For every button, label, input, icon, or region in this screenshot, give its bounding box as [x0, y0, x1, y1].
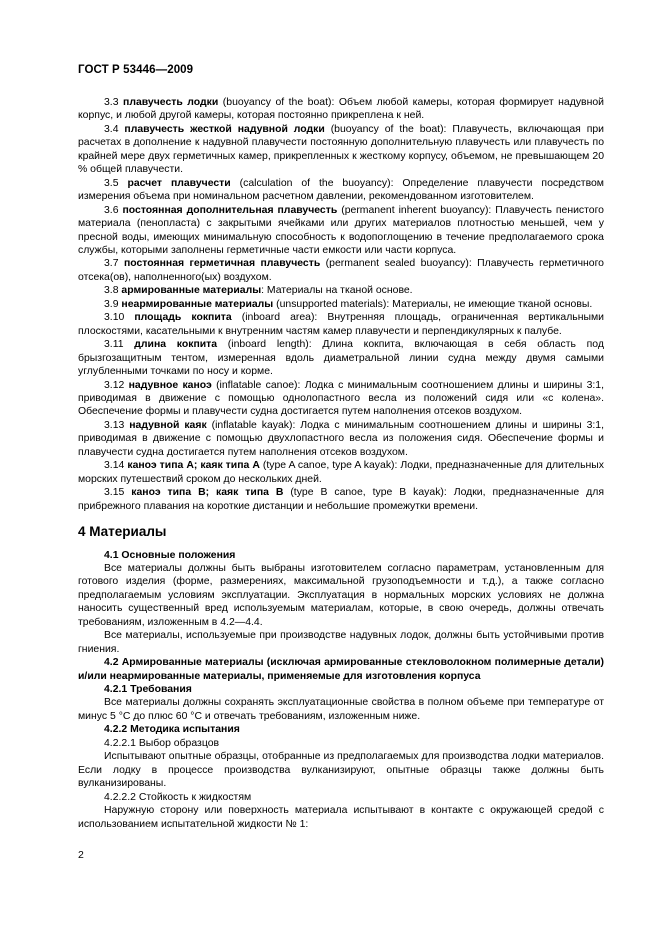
definition-number: 3.4	[104, 123, 119, 135]
definition-text: : Материалы на тканой основе.	[261, 285, 413, 297]
definition-item	[78, 338, 604, 378]
definition-item	[78, 96, 604, 123]
definition-number: 3.12	[104, 379, 125, 391]
definition-number: 3.11	[104, 339, 124, 351]
definition-term: постоянная герметичная плавучесть	[123, 258, 321, 270]
definition-text: (unsupported materials): Материалы, не имеющие тканой основы.	[273, 298, 593, 310]
definition-item	[78, 459, 604, 486]
definition-number: 3.3	[104, 97, 119, 108]
definition-text: (buoyancy of the boat): Объем любой камеры, которая формирует надувной корпус, и любой другой камеры, которая постоянно прикреплена к ней.	[78, 97, 604, 122]
definition-number: 3.8	[104, 285, 119, 297]
definition-text: (calculation of the buoyancy): Определение плавучести посредством измерения объема при номинальном расчетном давлении, рекомендованном изготовителем.	[78, 177, 604, 203]
definition-text: (inboard area): Внутренняя площадь, ограниченная вертикальными плоскостями, касательными к внутренним частям камер плавучести и перпендикулярных к палубе.	[78, 312, 604, 337]
subsection-4-2-2-2-heading: 4.2.2.2 Стойкость к жидкостям	[104, 791, 252, 803]
definition-item	[78, 284, 604, 297]
subsection-4-2-heading: 4.2 Армированные материалы (исключая армированные стекловолокном полимерные детали) и/или неармированные материалы, применяемые для изготовления корпуса	[78, 657, 604, 682]
page-number: 2	[78, 849, 84, 861]
definition-text: (inboard length): Длина кокпита, включающая в себя область под брызгозащитным тентом, измеренная вдоль диаметральной линии судна между двумя самыми углубленными точками по носу и корме.	[78, 339, 604, 378]
subsection-4-2-2-1-heading: 4.2.2.1 Выбор образцов	[104, 737, 220, 749]
definition-number: 3.14	[104, 460, 125, 472]
definition-term: постоянная дополнительная плавучесть	[122, 204, 338, 216]
definition-term: плавучесть жесткой надувной лодки	[124, 123, 325, 135]
definition-text: (permanent sealed buoyancy): Плавучесть герметичного отсека(ов), наполненного(ых) воздухом.	[78, 258, 604, 283]
definition-number: 3.15	[104, 487, 125, 499]
definition-number: 3.10	[104, 312, 125, 324]
subsection-4-2-1-heading: 4.2.1 Требования	[104, 684, 192, 696]
paragraph-4-1-b: Все материалы, используемые при производстве надувных лодок, должны быть устойчивыми против гниения.	[78, 630, 604, 655]
definition-term: каноэ типа В; каяк типа В	[131, 487, 284, 499]
definition-number: 3.13	[104, 419, 125, 431]
section-4-heading: 4 Материалы	[78, 524, 167, 540]
paragraph-4-2-2-1: Испытывают опытные образцы, отобранные из предполагаемых для производства лодки материалов. Если лодку в процессе производства вулканизируют, опытные образцы также должны быть вулканизированы.	[78, 751, 604, 790]
definition-number: 3.5	[104, 177, 119, 189]
definition-term: надувной каяк	[129, 419, 207, 431]
definition-item	[78, 311, 604, 338]
definition-text: (permanent inherent buoyancy): Плавучесть пенистого материала (пенопласта) с закрытыми ячейками или других материалов плотностью меньшей, чем у пресной воды, имеющих минимальную способность к водопоглощению в течение предполагаемого срока службы, которыми заполнены герметичные части емкости или части корпуса.	[78, 204, 604, 256]
definition-item	[78, 298, 604, 311]
document-header: ГОСТ Р 53446—2009	[78, 64, 194, 76]
definition-text: (type B canoe, type B kayak): Лодки, предназначенные для прибрежного плавания на короткие дистанции и небольшие промежутки времени.	[78, 487, 604, 512]
definition-item	[78, 419, 604, 459]
definition-term: площадь кокпита	[134, 312, 232, 324]
definition-number: 3.9	[104, 298, 119, 310]
definition-item	[78, 177, 604, 204]
definition-item	[78, 486, 604, 513]
paragraph-4-2-1: Все материалы должны сохранять эксплуатационные свойства в полном объеме при температуре от минус 5 °С до плюс 60 °С и отвечать требованиям, изложенным ниже.	[78, 697, 604, 722]
definition-item	[78, 257, 604, 284]
definition-number: 3.7	[104, 258, 119, 270]
definition-text: (buoyancy of the boat): Плавучесть, включающая при расчетах в дополнение к надувной плавучести постоянную дополнительную плавучесть или плавучесть по крайней мере двух герметичных камер, прикрепленных к жесткому корпусу, объемом, не превышающем 20 % общей плавучести.	[78, 123, 604, 176]
subsection-4-2-2-heading: 4.2.2 Методика испытания	[104, 724, 240, 736]
definition-term: расчет плавучести	[127, 177, 231, 189]
definition-term: плавучесть лодки	[123, 97, 219, 108]
definition-term: каноэ типа А; каяк типа А	[127, 460, 260, 472]
subsection-4-1-heading: 4.1 Основные положения	[104, 549, 236, 561]
definition-item	[78, 204, 604, 258]
definition-number: 3.6	[104, 204, 119, 216]
definition-text: (inflatable kayak): Лодка с минимальным соотношением длины и ширины 3:1, приводимая в движение с помощью двухлопастного весла из положения сидя. Обеспечение формы и плавучести судна достигается путем наполнения отсеков воздухом.	[78, 419, 604, 458]
paragraph-4-2-2-2: Наружную сторону или поверхность материала испытывают в контакте с окружающей средой с использованием испытательной жидкости № 1:	[78, 805, 604, 830]
definition-term: надувное каноэ	[128, 379, 212, 391]
paragraph-4-1-a: Все материалы должны быть выбраны изготовителем согласно параметрам, установленным для готового изделия (форме, размерениях, максимальной грузоподъемности и т.д.), а также согласно предполагаемым условиям эксплуатации. Эксплуатация в нормальных морских условиях не должна наносить существенный вред используемым материалам, которые, в свою очередь, должны отвечать требованиям, изложенным в 4.2—4.4.	[78, 562, 604, 628]
definition-text: (inflatable canoe): Лодка с минимальным соотношением длины и ширины 3:1, приводимая в движение с помощью однолопастного весла из положений сидя или «с колена». Обеспечение формы и плавучести судна достигается путем наполнения отсеков воздухом.	[78, 379, 604, 418]
definition-term: длина кокпита	[134, 339, 218, 351]
definition-item	[78, 123, 604, 177]
definition-term: армированные материалы	[121, 285, 262, 297]
page-content	[78, 96, 604, 831]
definition-text: (type A canoe, type A kayak): Лодки, предназначенные для длительных морских путешествий сроком до нескольких дней.	[78, 460, 605, 485]
definition-item	[78, 379, 604, 419]
definitions-list	[78, 96, 604, 513]
definition-term: неармированные материалы	[121, 298, 274, 310]
